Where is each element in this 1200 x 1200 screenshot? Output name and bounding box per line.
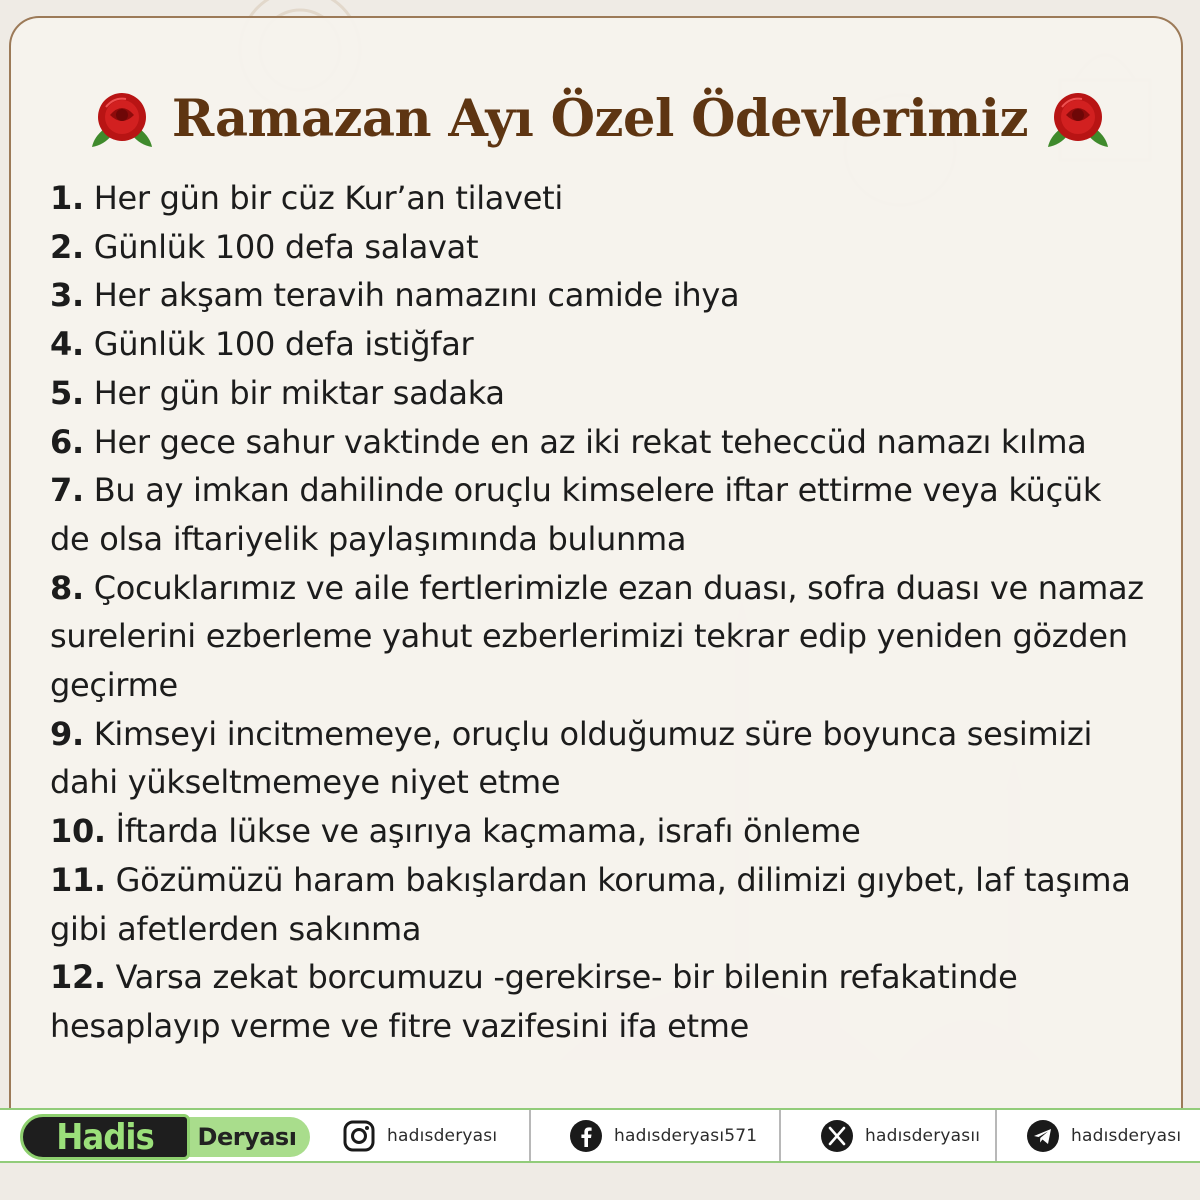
brand-logo[interactable]	[20, 1114, 305, 1160]
item-text: Günlük 100 defa istiğfar	[83, 325, 474, 364]
item-number: 4.	[50, 325, 84, 364]
item-text: Çocuklarımız ve aile fertlerimizle ezan duası, sofra duası ve namaz surelerini ezberleme yahut ezberlerimizi tekrar edip yeniden gözden geçirme	[50, 568, 1144, 705]
duties-list	[50, 174, 1150, 1051]
instagram-link[interactable]	[343, 1110, 497, 1161]
item-number: 1.	[50, 179, 84, 217]
list-item	[50, 564, 1150, 710]
page-title: Ramazan Ayı Özel Ödevlerimiz	[171, 89, 1029, 149]
instagram-icon	[343, 1120, 375, 1152]
list-item	[50, 320, 1150, 369]
rose-icon	[1046, 87, 1110, 151]
facebook-icon	[570, 1120, 602, 1152]
telegram-icon	[1027, 1120, 1059, 1152]
title-row	[0, 76, 1200, 162]
x-link[interactable]	[821, 1110, 980, 1161]
item-number: 10.	[50, 812, 106, 851]
divider	[529, 1110, 531, 1161]
item-text: Gözümüzü haram bakışlardan koruma, dilimizi gıybet, laf taşıma gibi afetlerden sakınma	[50, 860, 1131, 948]
divider	[995, 1110, 997, 1161]
instagram-handle: hadısderyası	[387, 1125, 498, 1146]
item-number: 6.	[50, 422, 84, 461]
item-text: Varsa zekat borcumuzu -gerekirse- bir bilenin refakatinde hesaplayıp verme ve fitre vazifesini ifa etme	[50, 958, 1018, 1045]
x-handle: hadısderyasıı	[865, 1125, 981, 1146]
list-item	[50, 174, 1150, 223]
item-text: İftarda lükse ve aşırıya kaçmama, israfı önleme	[105, 812, 861, 851]
footer-bar	[0, 1108, 1200, 1163]
item-number: 2.	[50, 227, 84, 266]
item-text: Her gece sahur vaktinde en az iki rekat teheccüd namazı kılma	[83, 422, 1087, 461]
facebook-link[interactable]	[570, 1110, 757, 1161]
brand-hadis: Hadis	[20, 1114, 190, 1160]
item-number: 9.	[50, 714, 84, 753]
list-item	[50, 953, 1150, 1050]
item-number: 5.	[50, 373, 84, 412]
list-item	[50, 856, 1150, 953]
rose-icon	[90, 87, 154, 151]
telegram-link[interactable]	[1027, 1110, 1181, 1161]
item-text: Bu ay imkan dahilinde oruçlu kimselere iftar ettirme veya küçük de olsa iftariyelik paylaşımında bulunma	[50, 471, 1102, 558]
divider	[779, 1110, 781, 1161]
x-icon	[821, 1120, 853, 1152]
telegram-handle: hadısderyası	[1071, 1125, 1182, 1146]
list-item	[50, 271, 1150, 320]
list-item	[50, 223, 1150, 272]
item-number: 11.	[50, 860, 106, 899]
item-text: Her gün bir cüz Kur’an tilaveti	[83, 179, 563, 217]
item-text: Günlük 100 defa salavat	[83, 227, 479, 266]
list-item	[50, 369, 1150, 418]
item-number: 3.	[50, 276, 84, 315]
list-item	[50, 807, 1150, 856]
list-item	[50, 710, 1150, 807]
item-number: 12.	[50, 958, 106, 997]
item-number: 8.	[50, 568, 84, 607]
list-item	[50, 466, 1150, 563]
item-text: Her akşam teravih namazını camide ihya	[83, 276, 740, 315]
facebook-handle: hadısderyası571	[614, 1125, 758, 1146]
brand-deryasi: Deryası	[170, 1117, 310, 1157]
list-item	[50, 418, 1150, 467]
item-text: Her gün bir miktar sadaka	[83, 373, 505, 412]
item-text: Kimseyi incitmemeye, oruçlu olduğumuz süre boyunca sesimizi dahi yükseltmemeye niyet etme	[50, 714, 1093, 802]
item-number: 7.	[50, 471, 84, 510]
